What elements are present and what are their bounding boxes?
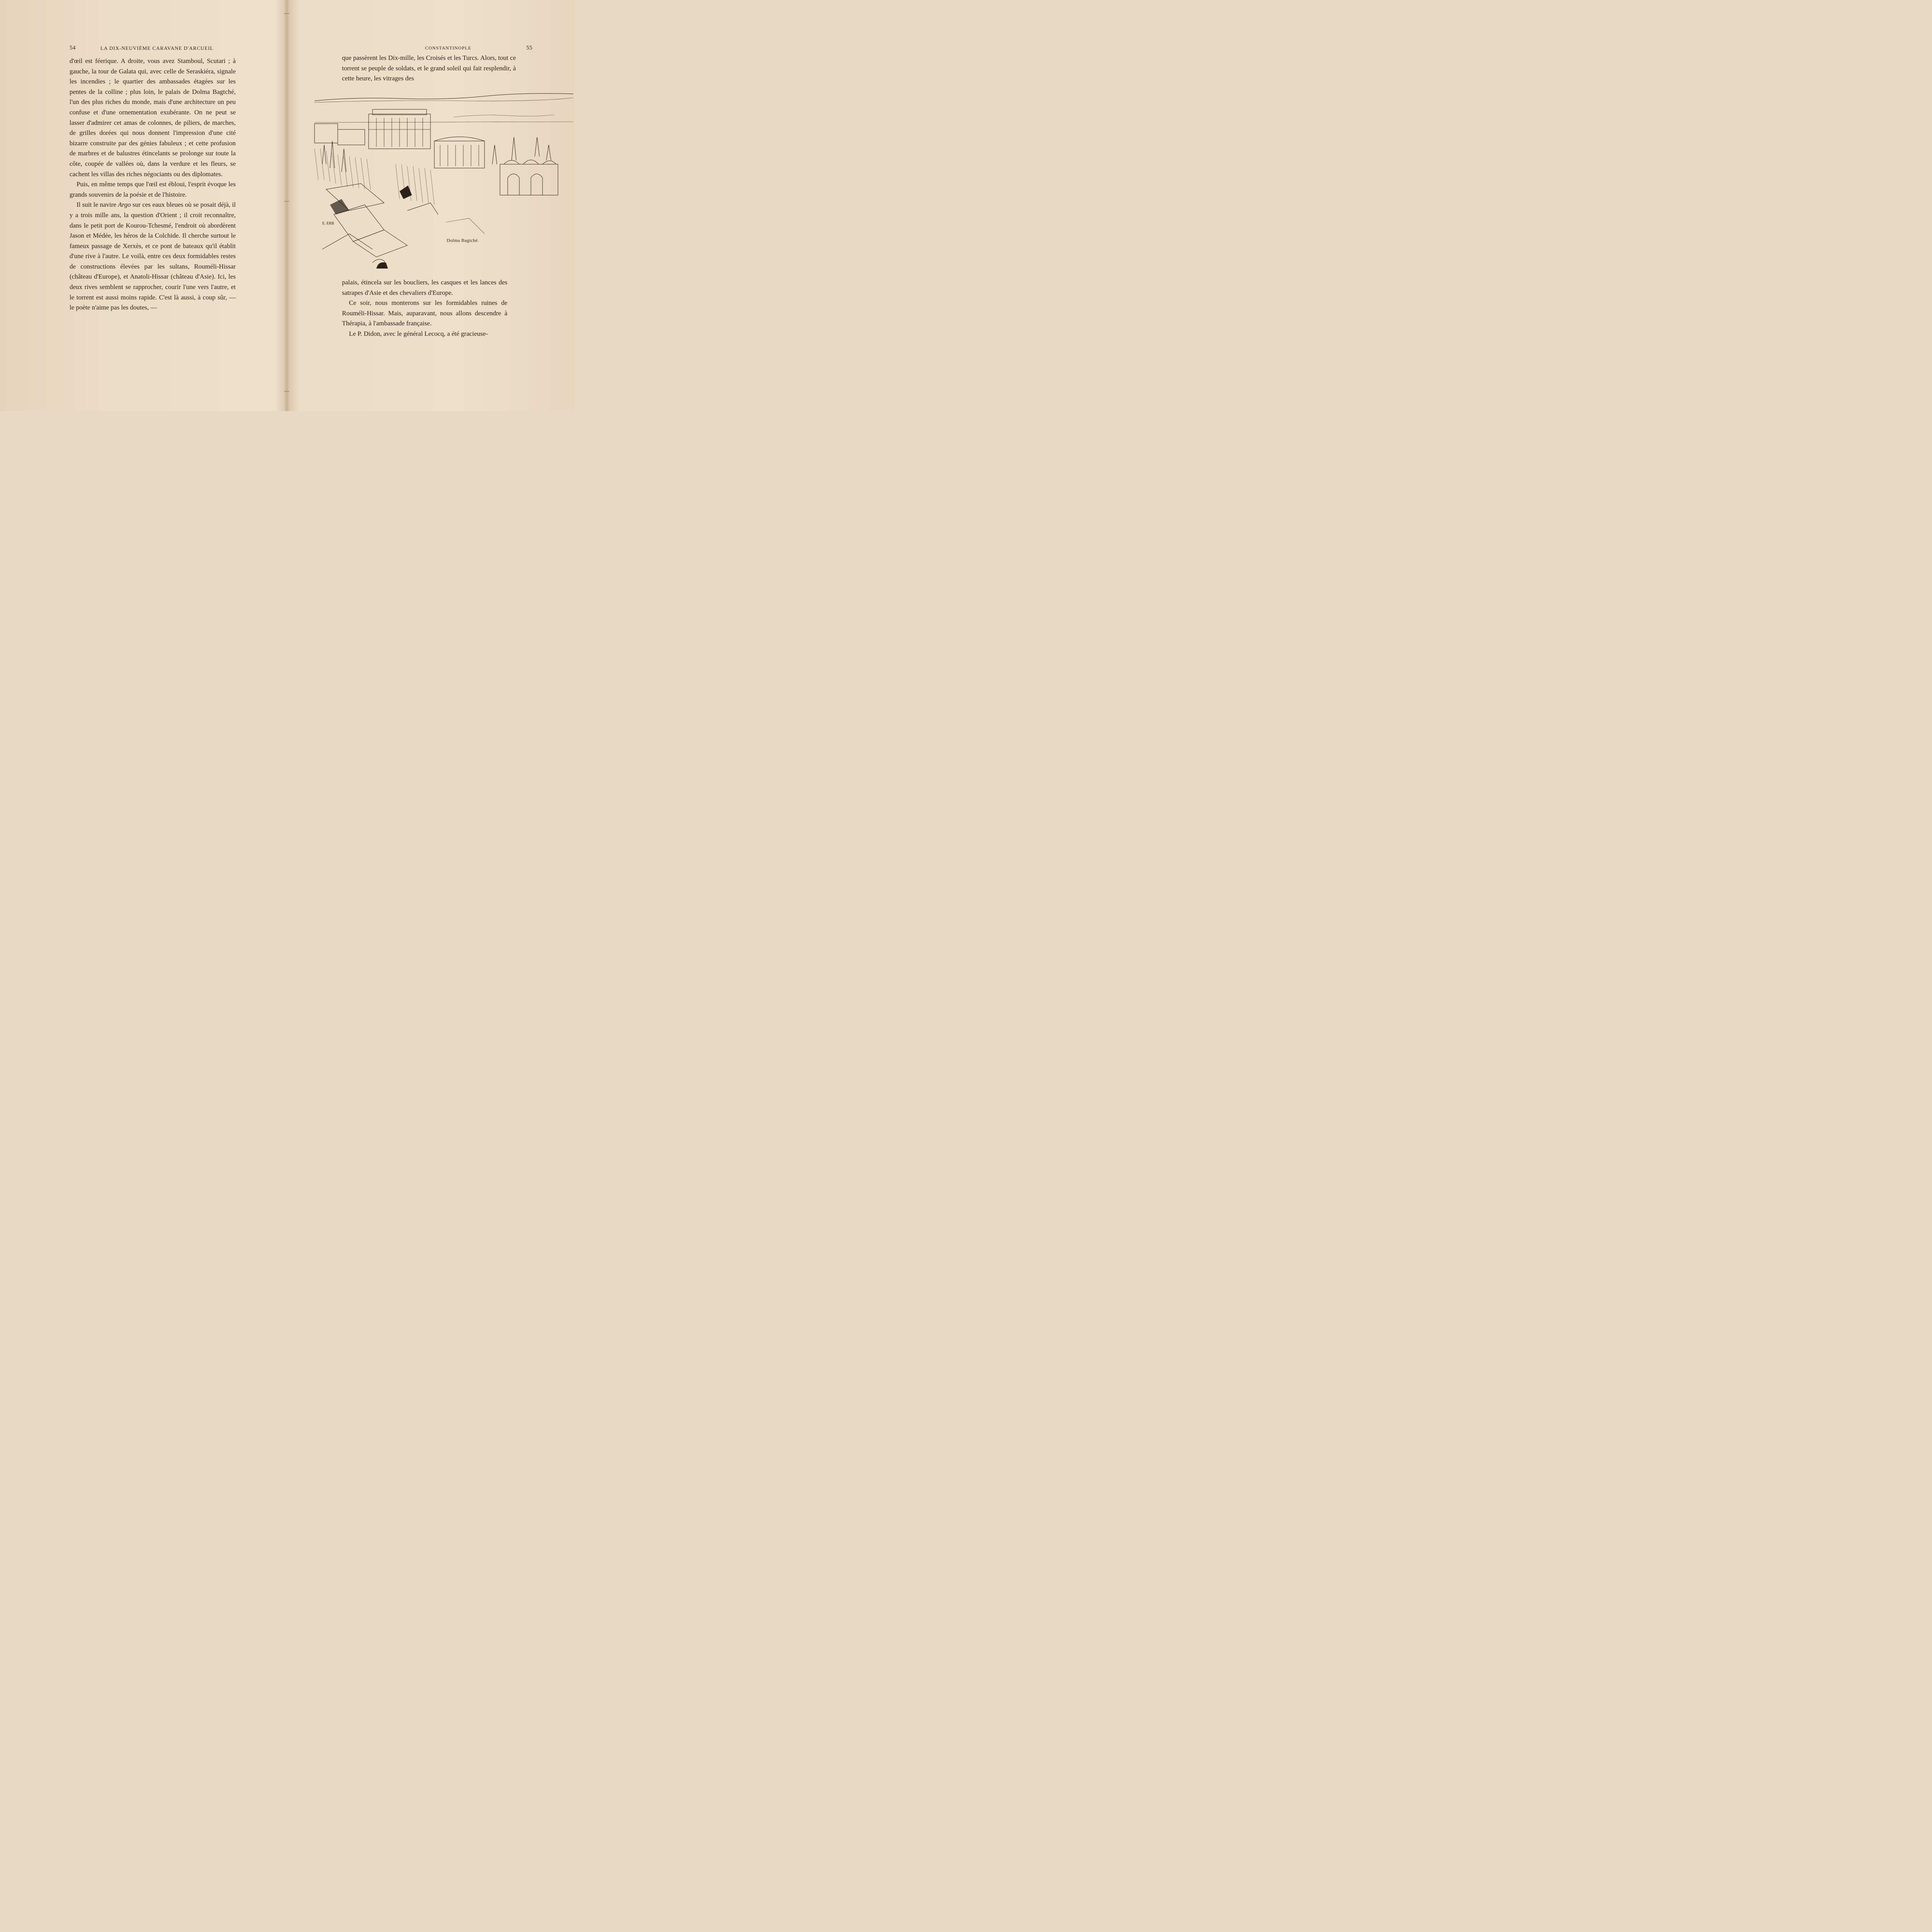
page-number: 54: [70, 45, 76, 51]
running-title: CONSTANTINOPLE: [425, 45, 471, 51]
running-header-left: [70, 45, 236, 53]
illustration-caption: Dolma Bagtché.: [447, 238, 479, 243]
right-page-bottom-text: [342, 277, 507, 339]
paragraph-text: Il suit le navire: [77, 201, 118, 209]
illustration-signature: E. ERB: [322, 221, 334, 226]
paragraph: d'œil est féerique. A droite, vous avez Stamboul, Scutari ; à gauche, la tour de Galata qui, avec celle de Seraskiéra, signale les incendies ; le quartier des ambassades étagées sur les pentes de la colline ; plus loin, le palais de Dolma Bagtché, l'un des plus riches du monde, mais d'une architecture un peu confuse et d'une ornementation exubérante. On ne peut se lasser d'admirer cet amas de colonnes, de piliers, de marches, de grilles dorées qui nous donnent l'impression d'une cité bizarre construite par des génies fabuleux ; et cette profusion de marbres et de balustres étincelants se prolonge sur toute la côte, coupée de vallées où, dans la verdure et les fleurs, se cachent les villas des riches négociants ou des diplomates.: [70, 57, 236, 178]
page-number: 55: [526, 45, 532, 51]
paragraph-text: sur ces eaux bleues où se posait déjà, il y a trois mille ans, la question d'Orient ; il croit reconnaître, dans le petit port de Kourou-Tchesmé, l'endroit où abordèrent Jason et Médée, les héros de la Colchide. Il cherche surtout le fameux passage de Xerxès, et ce pont de bateaux qu'il établit d'une rive à l'autre. Le voilà, entre ces deux formidables restes de constructions élevées par les sultans, Rouméli-Hissar (château d'Europe), et Anatoli-Hissar (château d'Asie). Ici, les deux rives semblent se rapprocher, courir l'une vers l'autre, et le torrent est aussi moins rapide. C'est là aussi, à coup sûr, — le poète n'aime pas les doutes, —: [70, 201, 236, 311]
paragraph: Le P. Didon, avec le général Lecocq, a été gracieuse-: [349, 330, 488, 337]
right-page-top-text: [342, 53, 516, 84]
paragraph: que passèrent les Dix-mille, les Croisés et les Turcs. Alors, tout ce torrent se peuple de soldats, et le grand soleil qui fait resplendir, à cette heure, les vitrages des: [342, 54, 516, 82]
book-spread: [0, 0, 574, 411]
dolma-bagtche-illustration: [307, 87, 573, 269]
paragraph: Puis, en même temps que l'œil est ébloui, l'esprit évoque les grands souvenirs de la poésie et de l'histoire.: [70, 180, 236, 198]
left-page: [0, 0, 287, 411]
running-title: LA DIX-NEUVIÈME CARAVANE D'ARCUEIL: [100, 45, 214, 51]
ship-name-italic: Argo: [118, 201, 131, 209]
right-page: [287, 0, 574, 411]
paragraph: Ce soir, nous monterons sur les formidables ruines de Rouméli-Hissar. Mais, auparavant, nous allons descendre à Thérapia, à l'ambassade française.: [342, 299, 507, 327]
paragraph: palais, étincela sur les boucliers, les casques et les lances des satrapes d'Asie et des chevaliers d'Europe.: [342, 279, 507, 296]
running-header-right: [341, 45, 534, 53]
paragraph: [70, 200, 236, 313]
left-page-text: [70, 56, 236, 313]
